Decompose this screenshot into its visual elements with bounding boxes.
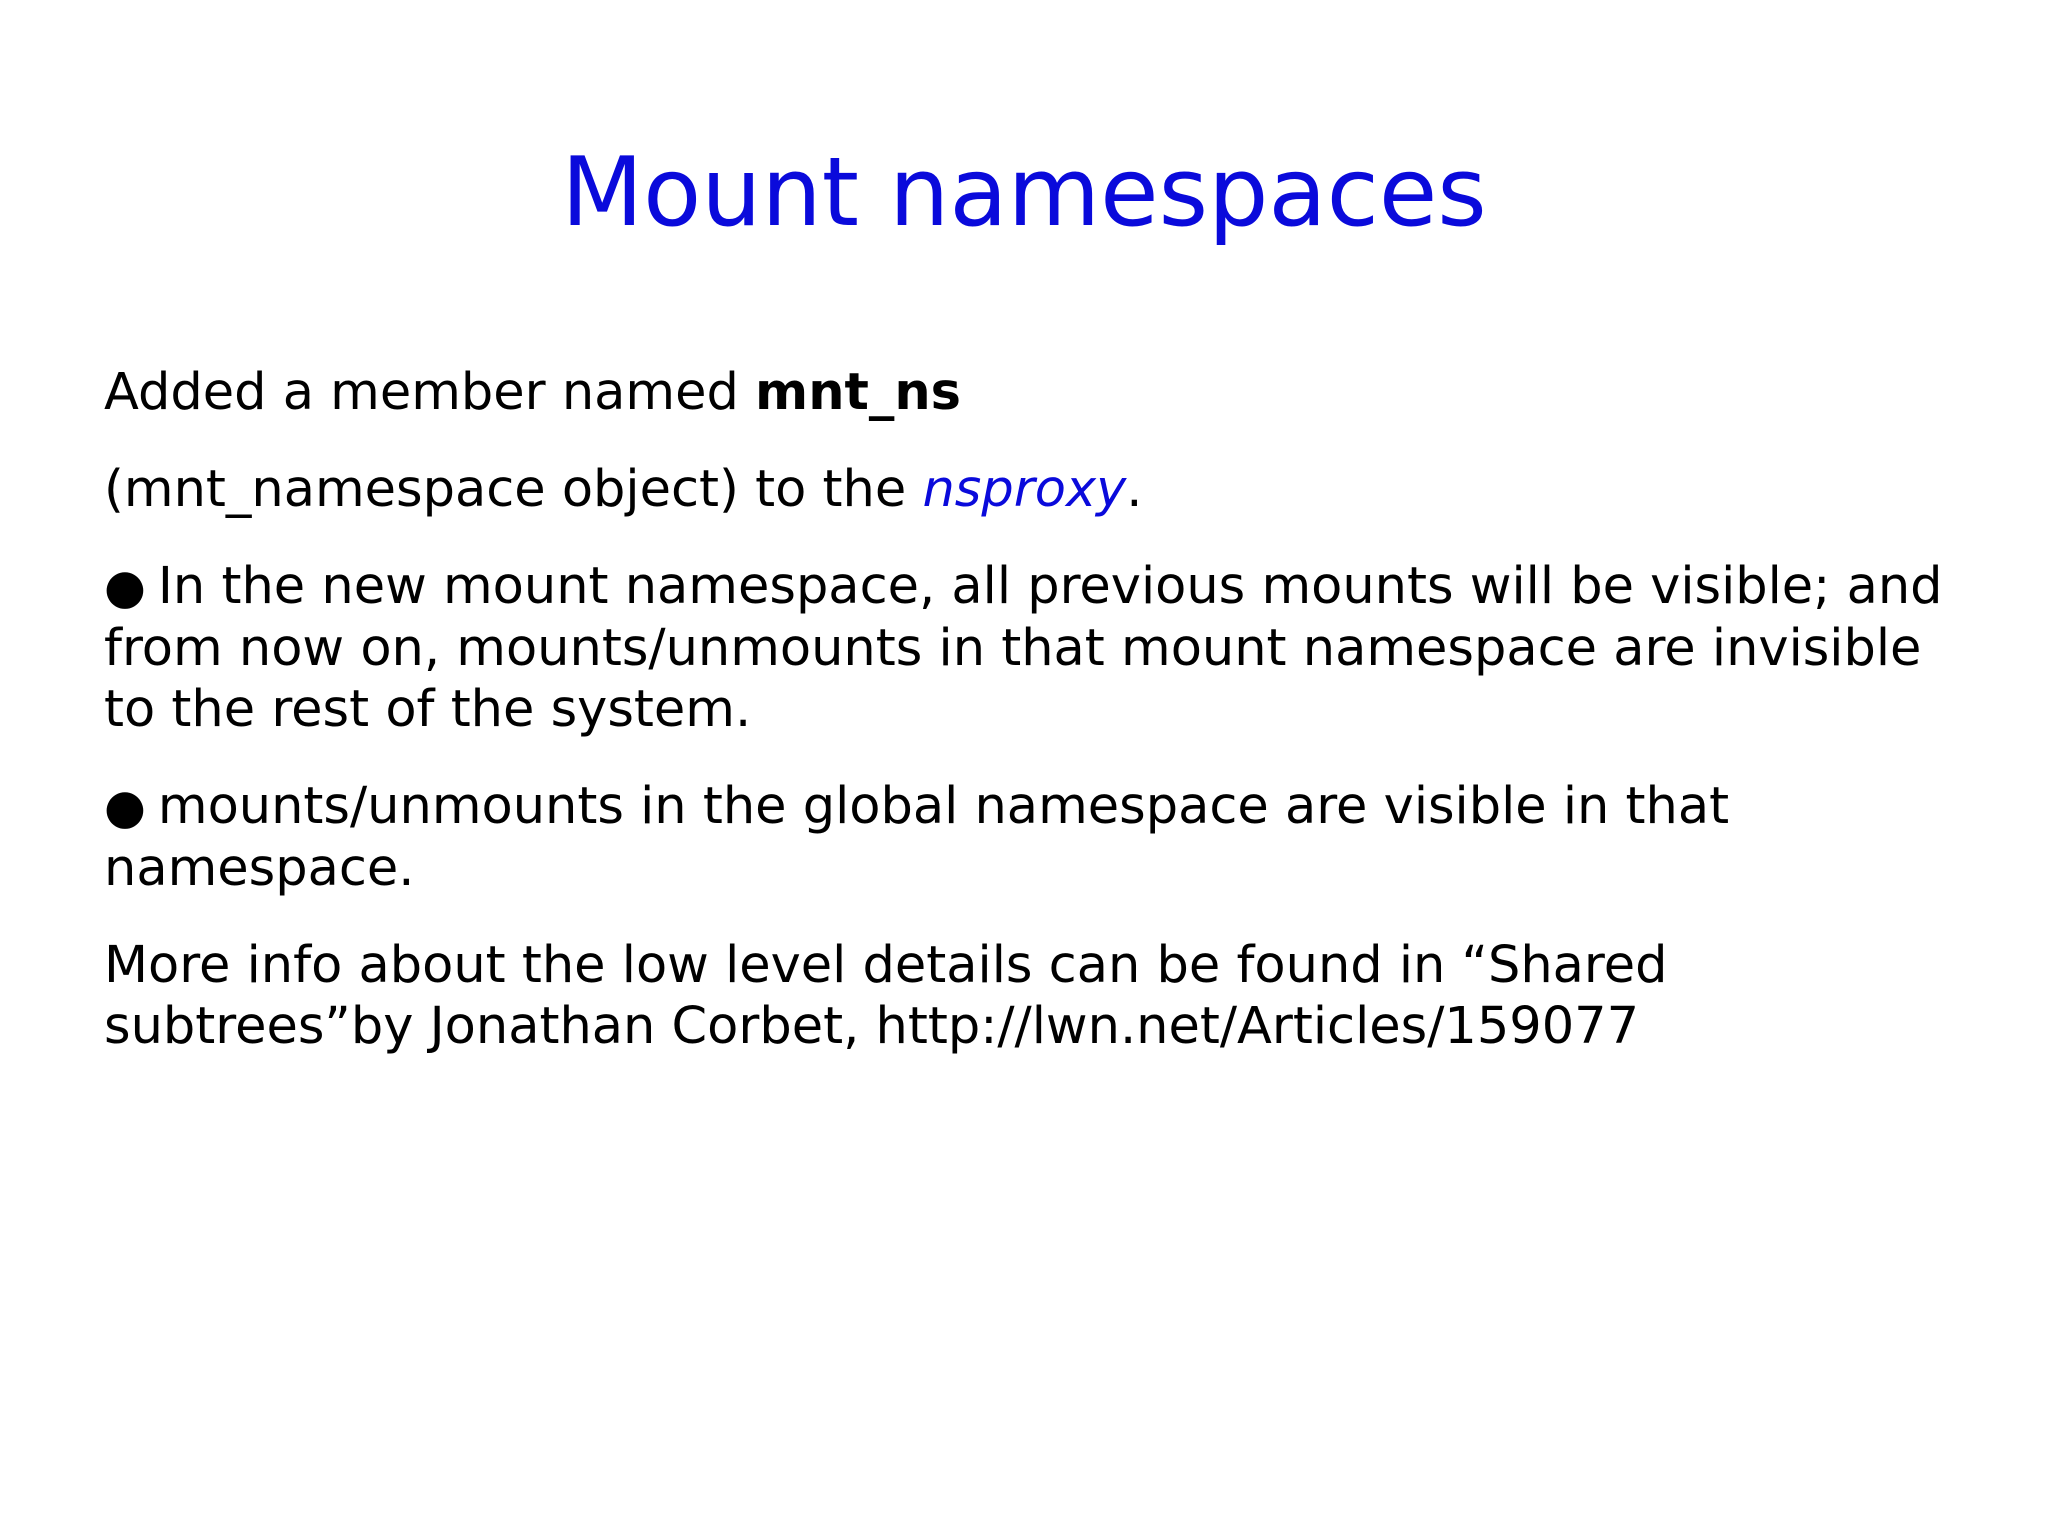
bullet-item-new-namespace [104, 556, 1964, 740]
bullet-icon: ● [104, 559, 146, 615]
bullet-icon: ● [104, 779, 146, 835]
bullet-item-text: mounts/unmounts in the global namespace are visible in that namespace. [104, 777, 1730, 898]
nsproxy-term: nsproxy [922, 460, 1127, 519]
nsproxy-line-suffix: . [1126, 460, 1143, 519]
nsproxy-line [104, 459, 1964, 520]
slide-body [104, 362, 1964, 1093]
more-info-text: More info about the low level details can be found in “Shared subtrees”by Jonathan Corbet, http://lwn.net/Articles/159077 [104, 936, 1668, 1056]
member-line-prefix: Added a member named [104, 363, 756, 422]
member-name: mnt_ns [755, 363, 962, 422]
bullet-item-text: In the new mount namespace, all previous mounts will be visible; and from now on, mounts/unmounts in that mount namespace are invisible to the rest of the system. [104, 557, 1943, 739]
member-line [104, 362, 1964, 423]
slide-title: Mount namespaces [561, 138, 1487, 248]
bullet-item-global-namespace [104, 776, 1964, 899]
nsproxy-line-prefix: (mnt_namespace object) to the [104, 460, 923, 519]
